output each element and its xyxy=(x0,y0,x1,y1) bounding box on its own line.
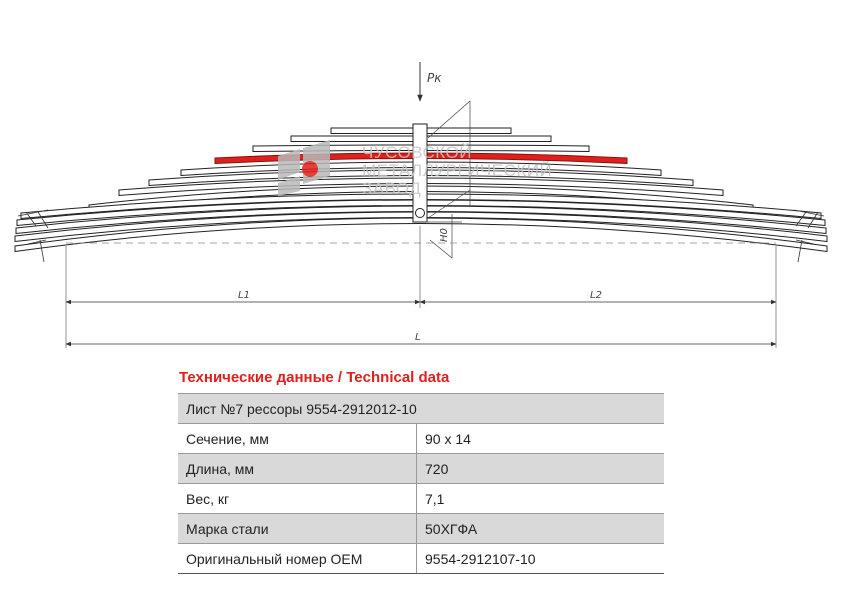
spec-label: Оригинальный номер OEM xyxy=(178,544,417,574)
force-label: Pк xyxy=(427,71,442,85)
watermark-line2: МЕТАЛЛУРГИЧЕСКИЙ xyxy=(362,161,553,180)
spec-label: Марка стали xyxy=(178,514,417,544)
dim-label-l2: L2 xyxy=(590,290,602,301)
spec-row xyxy=(178,424,664,454)
spec-title: Технические данные / Technical data xyxy=(179,369,450,386)
extension-lines xyxy=(66,226,776,348)
center-bolt xyxy=(416,209,425,218)
spring-leaf xyxy=(15,218,827,252)
spec-value: 9554-2912107-10 xyxy=(417,544,665,574)
spec-value: 7,1 xyxy=(417,484,665,514)
spec-label: Длина, мм xyxy=(178,454,417,484)
spec-header: Лист №7 рессоры 9554-2912012-10 xyxy=(178,394,664,424)
dim-label-l: L xyxy=(415,332,421,343)
spec-label: Вес, кг xyxy=(178,484,417,514)
dim-label-l1: L1 xyxy=(238,290,250,301)
spec-row xyxy=(178,514,664,544)
spec-label: Сечение, мм xyxy=(178,424,417,454)
spec-table xyxy=(178,393,664,574)
spec-value: 720 xyxy=(417,454,665,484)
watermark-line1: ЧУСОВСКОЙ xyxy=(362,143,472,162)
spec-row xyxy=(178,484,664,514)
watermark-line3: ЗАВОД xyxy=(362,179,422,198)
spec-header-row xyxy=(178,394,664,424)
height-label: Н0 xyxy=(439,228,450,242)
spec-value: 50ХГФА xyxy=(417,514,665,544)
spec-value: 90 x 14 xyxy=(417,424,665,454)
logo-dot xyxy=(302,161,318,177)
spec-row xyxy=(178,454,664,484)
spec-row xyxy=(178,544,664,574)
